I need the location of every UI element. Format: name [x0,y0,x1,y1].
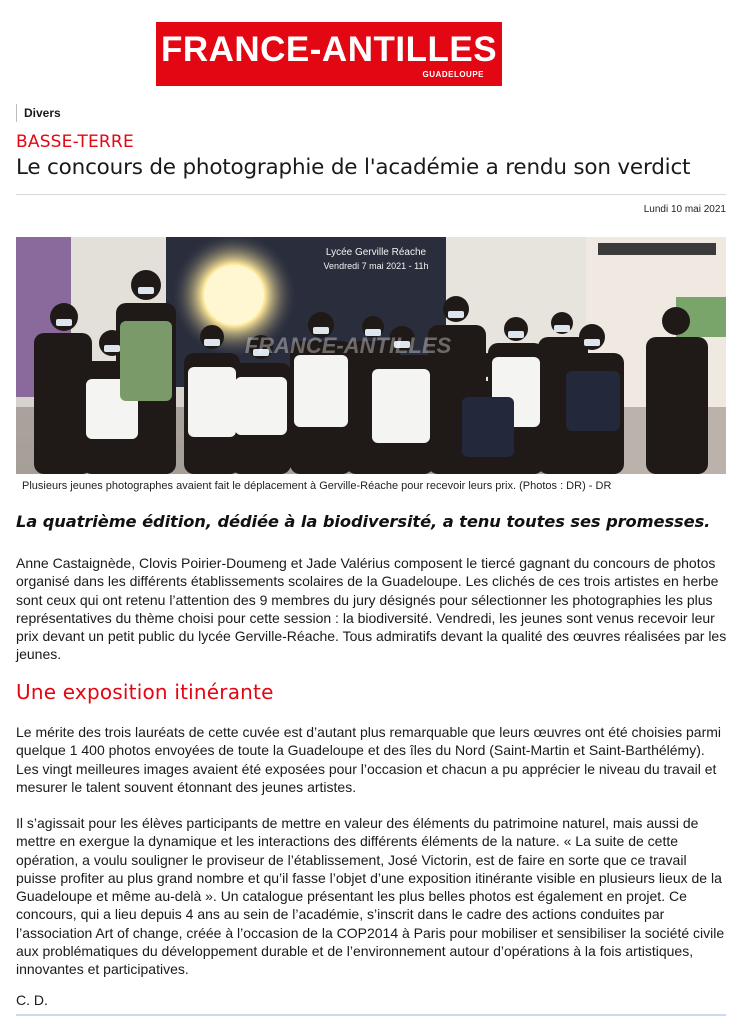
article-photo [16,237,726,474]
bottom-divider [16,1014,726,1016]
article-kicker: BASSE-TERRE [16,132,134,152]
section-heading: Une exposition itinérante [16,680,274,704]
publication-date: Lundi 10 mai 2021 [643,204,726,215]
rubric-label: Divers [16,104,61,122]
logo-wordmark: FRANCE-ANTILLES [160,30,498,69]
paragraph-2: Le mérite des trois lauréats de cette cuvée est d’autant plus remarquable que leurs œuvres ont été choisies parmi quelque 1 400 photos envoyées de toute la Guadeloupe et des îles du Nord (Saint-Martin et Saint-Barthélémy). Les vingt meilleures images avaient été exposées pour l’occasion et chacun a pu apprécier le niveau du travail et mesurer le talent souvent étonnant des jeunes artistes. [16,724,722,795]
photo-caption: Plusieurs jeunes photographes avaient fait le déplacement à Gerville-Réache pour recevoir leurs prix. (Photos : DR) - DR [22,480,612,492]
logo-edition: GUADELOUPE [422,70,484,79]
paragraph-3: Il s’agissait pour les élèves participants de mettre en valeur des éléments du patrimoine naturel, mais aussi de mettre en exergue la dynamique et les interactions des différents éléments de la nature. « La suite de cette opération, a voulu souligner le proviseur de l’établissement, José Victorin, est de faire en sorte que ce travail puisse profiter au plus grand nombre et qu’il fasse l’objet d’une exposition itinérante visible en plusieurs lieux de la Guadeloupe et même au-delà ». Un catalogue présentant les plus belles photos est également en projet. Ce concours, qui a lieu depuis 4 ans au sein de l’académie, s’inscrit dans le cadre des actions conduites par l’association Art of change, créée à l’occasion de la COP2014 à Paris pour mobiliser et sensibiliser la société civile aux problématiques du développement durable et de l’environnement autour d’opérations à la fois artistiques, innovantes et participatives. [16,815,725,978]
backdrop-date: Vendredi 7 mai 2021 - 11h [323,261,429,271]
photo-watermark: FRANCE-ANTILLES [244,333,452,358]
article-title: Le concours de photographie de l'académie a rendu son verdict [16,155,691,180]
backdrop-title: Lycée Gerville Réache [325,247,427,258]
author-signature: C. D. [16,992,48,1008]
france-antilles-logo[interactable] [156,22,502,86]
photo-illustration [16,237,726,474]
paragraph-1: Anne Castaignède, Clovis Poirier-Doumeng et Jade Valérius composent le tiercé gagnant du concours de photos organisé dans les différents établissements scolaires de la Guadeloupe. Les clichés de ces trois artistes en herbe sont ceux qui ont retenu l’attention des 9 membres du jury désignés pour sélectionner les photographies les plus représentatives du thème choisi pour cette session : la biodiversité. Vendredi, les jeunes sont venus recevoir leur prix devant un petit public du lycée Gerville-Réache. Tous admiratifs devant la qualité des œuvres réalisées par les jeunes. [16,555,727,663]
article-lead: La quatrième édition, dédiée à la biodiversité, a tenu toutes ses promesses. [16,512,711,531]
title-divider [16,194,726,195]
